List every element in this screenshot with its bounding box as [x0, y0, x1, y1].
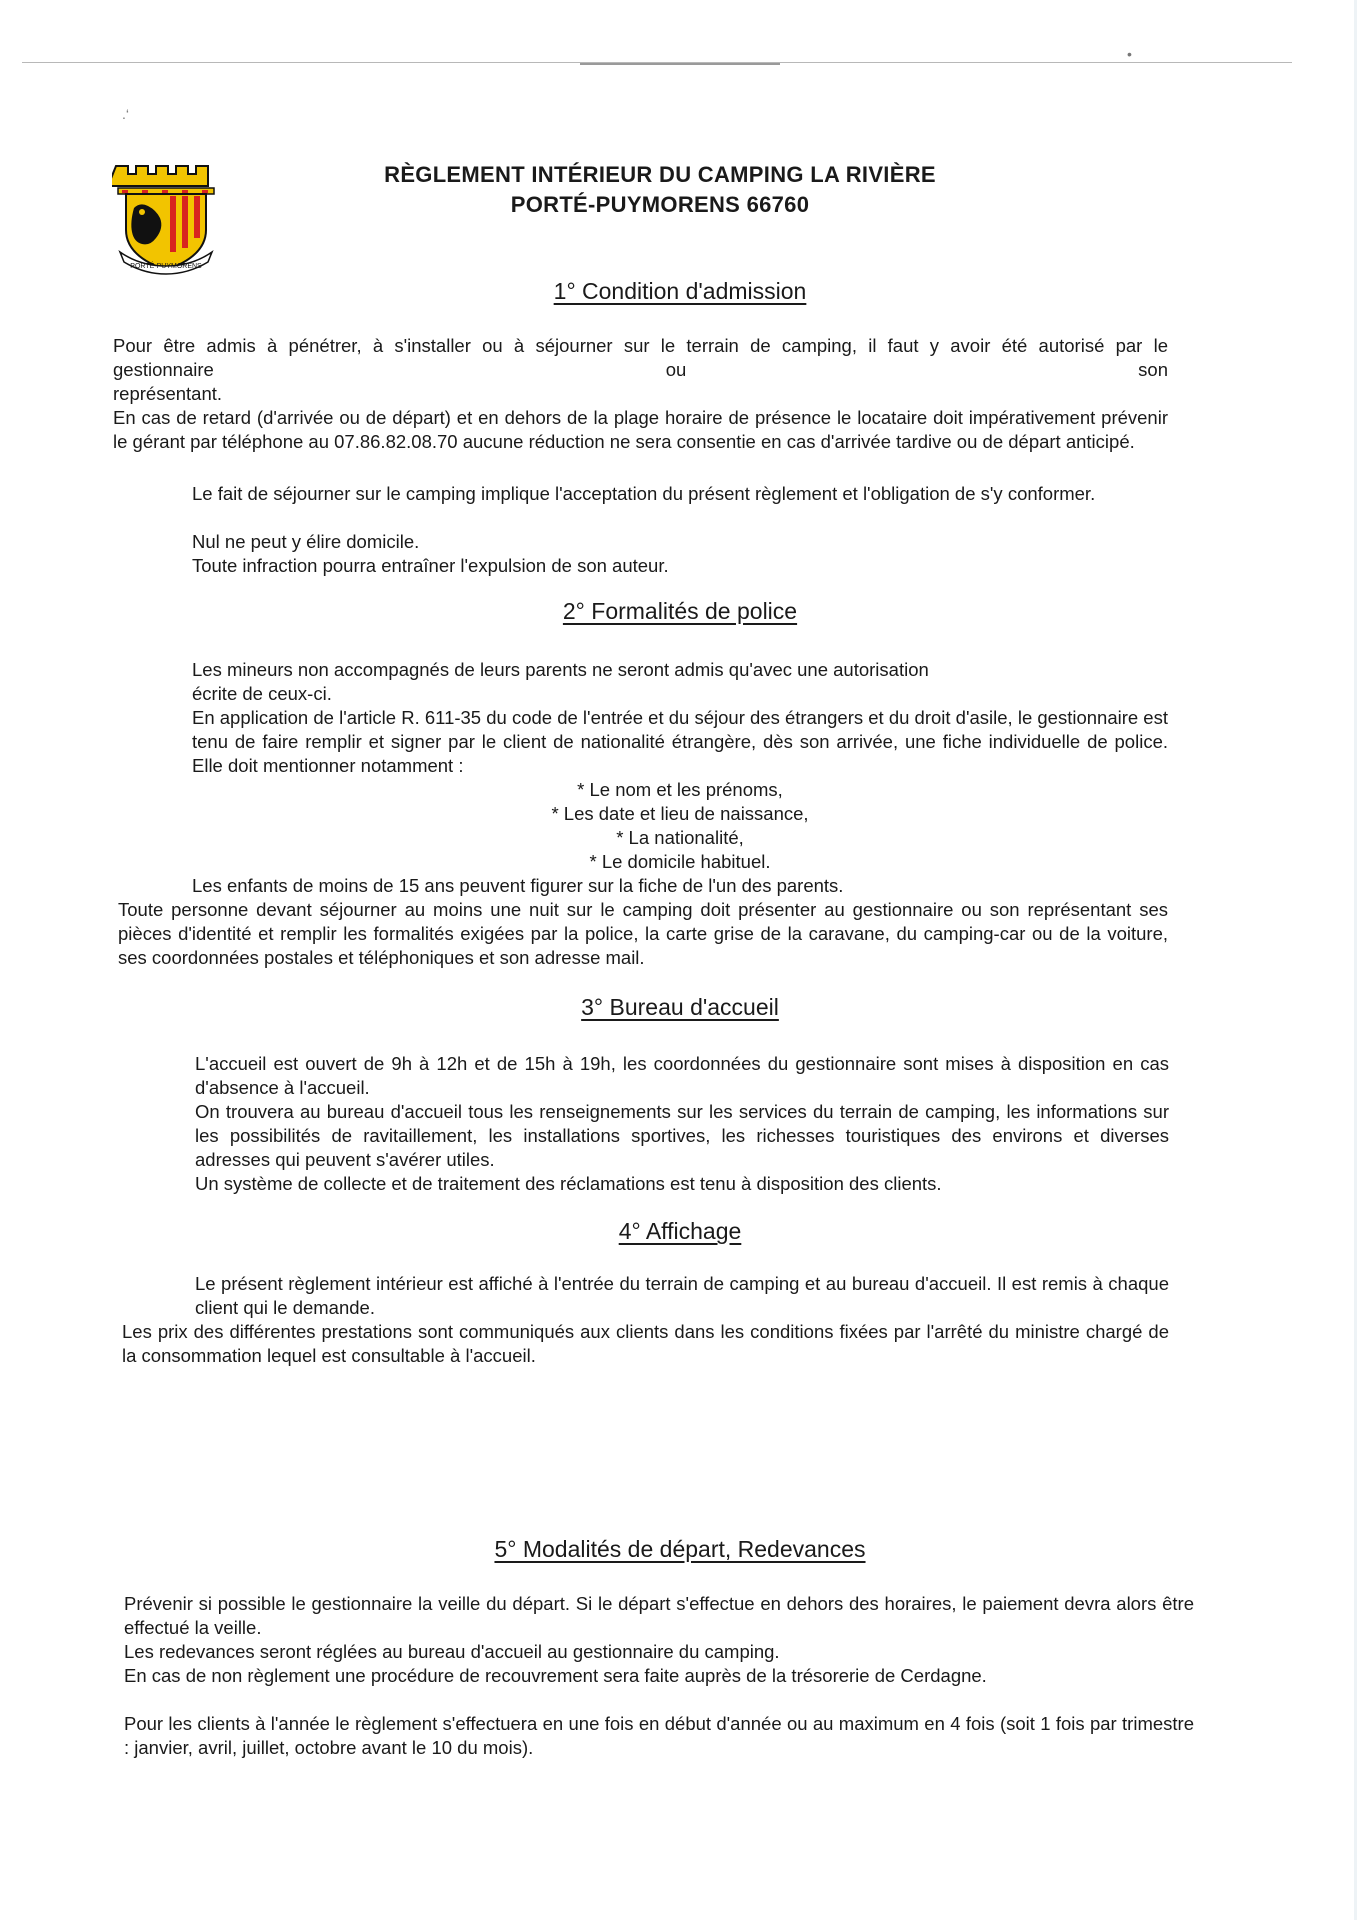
departure-notice: Prévenir si possible le gestionnaire la veille du départ. Si le départ s'effectue en dehors des horaires, le paiement devra alors être effectué la veille. — [124, 1593, 1194, 1638]
departure-yearly: Pour les clients à l'année le règlement s'effectuera en une fois en début d'année ou au maximum en 4 fois (soit 1 fois par trimestre : janvier, avril, juillet, octobre avant le 10 du mois). — [124, 1713, 1194, 1758]
admission-line-3: représentant. — [113, 383, 223, 404]
police-children: Les enfants de moins de 15 ans peuvent figurer sur la fiche de l'un des parents. — [192, 875, 844, 896]
section-title-admission: 1° Condition d'admission — [553, 278, 807, 304]
admission-acceptance: Le fait de séjourner sur le camping implique l'acceptation du présent règlement et l'obligation de s'y conformer. — [192, 483, 1096, 504]
admission-word-ou: ou — [665, 359, 687, 380]
document-title: RÈGLEMENT INTÉRIEUR DU CAMPING LA RIVIÈRE — [384, 162, 936, 187]
police-bullet-domicile: * Le domicile habituel. — [589, 851, 771, 872]
section-title-reception: 3° Bureau d'accueil — [581, 994, 779, 1020]
display-prices: Les prix des différentes prestations sont communiqués aux clients dans les conditions fixées par l'arrêté du ministre chargé de la consommation lequel est consultable à l'accueil. — [122, 1321, 1169, 1366]
admission-domicile: Nul ne peut y élire domicile. — [192, 531, 420, 552]
display-rules: Le présent règlement intérieur est affiché à l'entrée du terrain de camping et au bureau d'accueil. Il est remis à chaque client qui le demande. — [195, 1273, 1169, 1318]
scan-speck: .‘ — [122, 106, 129, 122]
police-foreigners: En application de l'article R. 611-35 du code de l'entrée et du séjour des étrangers et du droit d'asile, le gestionnaire est tenu de faire remplir et signer par le client de nationalité étrangère, dès son arrivée, une fiche individuelle de police. Elle doit mentionner notamment : — [192, 707, 1168, 776]
crest-motto: PORTÉ-PUYMORENS — [130, 263, 202, 270]
document-subtitle: PORTÉ-PUYMORENS 66760 — [510, 192, 810, 217]
police-minors: Les mineurs non accompagnés de leurs parents ne seront admis qu'avec une autorisation — [192, 659, 929, 680]
section-title-police: 2° Formalités de police — [562, 598, 798, 624]
reception-complaints: Un système de collecte et de traitement des réclamations est tenu à disposition des clients. — [195, 1173, 942, 1194]
document-header — [330, 160, 990, 220]
scan-top-rule-segment — [580, 63, 780, 65]
scan-dot: • — [1127, 46, 1132, 62]
police-bullet-nationality: * La nationalité, — [616, 827, 744, 848]
section-title-departure: 5° Modalités de départ, Redevances — [494, 1536, 866, 1562]
police-minors-cont: écrite de ceux-ci. — [192, 683, 332, 704]
admission-late-arrival: En cas de retard (d'arrivée ou de départ) et en dehors de la plage horaire de présence le locataire doit impérativement prévenir le gérant par téléphone au 07.86.82.08.70 aucune réduction ne sera consentie en cas d'arrivée tardive ou de départ anticipé. — [113, 407, 1168, 452]
municipal-crest-icon — [112, 160, 220, 276]
admission-line-1: Pour être admis à pénétrer, à s'installer ou à séjourner sur le terrain de camping, il faut y avoir été autorisé par le — [113, 335, 1168, 356]
departure-recovery: En cas de non règlement une procédure de recouvrement sera faite auprès de la trésorerie de Cerdagne. — [124, 1665, 987, 1686]
section-title-display: 4° Affichage — [618, 1218, 742, 1244]
police-identity: Toute personne devant séjourner au moins une nuit sur le camping doit présenter au gestionnaire ou son représentant ses pièces d'identité et remplir les formalités exigées par la police, la carte grise de la caravane, du camping-car ou de la voiture, ses coordonnées postales et téléphoniques et son adresse mail. — [118, 899, 1168, 968]
admission-infraction: Toute infraction pourra entraîner l'expulsion de son auteur. — [192, 555, 669, 576]
reception-hours: L'accueil est ouvert de 9h à 12h et de 15h à 19h, les coordonnées du gestionnaire sont mises à disposition en cas d'absence à l'accueil. — [195, 1053, 1169, 1098]
admission-word-son: son — [1138, 359, 1168, 380]
departure-fees: Les redevances seront réglées au bureau d'accueil au gestionnaire du camping. — [124, 1641, 780, 1662]
admission-line-2 — [113, 358, 1168, 382]
reception-information: On trouvera au bureau d'accueil tous les renseignements sur les services du terrain de camping, les informations sur les possibilités de ravitaillement, les installations sportives, les richesses touristiques des environs et diverses adresses qui peuvent s'avérer utiles. — [195, 1101, 1169, 1170]
police-bullet-birth: * Les date et lieu de naissance, — [551, 803, 809, 824]
police-bullet-name: * Le nom et les prénoms, — [577, 779, 783, 800]
admission-word-gestionnaire: gestionnaire — [113, 359, 214, 380]
